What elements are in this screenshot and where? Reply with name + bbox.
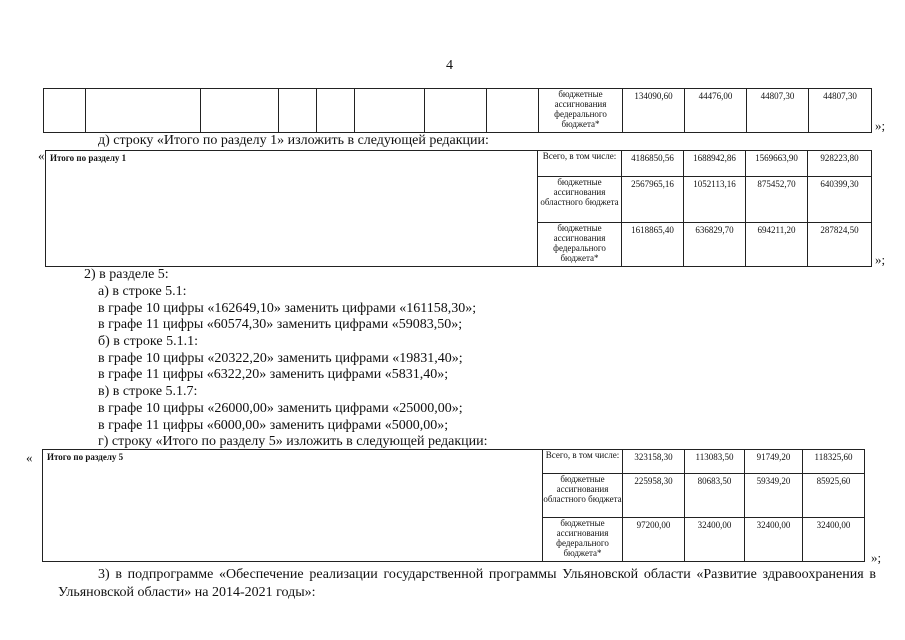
- row-label: бюджетные ассигнования областного бюджета: [538, 177, 622, 223]
- value-cell: 113083,50: [685, 450, 745, 474]
- empty-cell: [317, 89, 355, 133]
- empty-cell: [487, 89, 539, 133]
- final-paragraph: 3) в подпрограмме «Обеспечение реализации государственной программы Ульяновской области «Развитие здравоохранения в Ульяновской области» на 2014-2021 годы»:: [58, 567, 876, 600]
- instruction-line: в графе 11 цифры «6000,00» заменить цифрами «5000,00»;: [98, 418, 449, 433]
- instruction-line: б) в строке 5.1.1:: [98, 334, 198, 349]
- instruction-line: д) строку «Итого по разделу 1» изложить в следующей редакции:: [98, 133, 489, 148]
- row-label: Всего, в том числе:: [543, 450, 623, 474]
- instruction-line: а) в строке 5.1:: [98, 284, 187, 299]
- value-cell: 32400,00: [803, 518, 865, 562]
- empty-cell: [355, 89, 425, 133]
- value-cell: 4186850,56: [622, 151, 684, 177]
- value-cell: 1052113,16: [684, 177, 746, 223]
- instruction-line: в графе 10 цифры «162649,10» заменить цифрами «161158,30»;: [98, 301, 477, 316]
- empty-cell: [279, 89, 317, 133]
- value-cell: 32400,00: [745, 518, 803, 562]
- value-cell: 80683,50: [685, 474, 745, 518]
- value-cell: 636829,70: [684, 223, 746, 267]
- value-cell: 1688942,86: [684, 151, 746, 177]
- section-title: Итого по разделу 5: [43, 450, 543, 562]
- value-cell: 875452,70: [746, 177, 808, 223]
- row-label: бюджетные ассигнования федерального бюджета*: [543, 518, 623, 562]
- section5-table: [42, 449, 865, 562]
- value-cell: 97200,00: [623, 518, 685, 562]
- empty-cell: [44, 89, 86, 133]
- value-cell: 323158,30: [623, 450, 685, 474]
- top-table-row: [43, 88, 872, 133]
- instruction-line: в графе 11 цифры «6322,20» заменить цифрами «5831,40»;: [98, 367, 449, 382]
- value-cell: 928223,80: [808, 151, 872, 177]
- section-title: Итого по разделу 1: [46, 151, 538, 267]
- value-cell: 118325,60: [803, 450, 865, 474]
- value-cell: 1569663,90: [746, 151, 808, 177]
- value-cell: 640399,30: [808, 177, 872, 223]
- opening-quote: «: [26, 450, 33, 465]
- value-cell: 59349,20: [745, 474, 803, 518]
- value-cell: 44807,30: [809, 89, 872, 133]
- closing-quote: »;: [875, 252, 886, 267]
- closing-quote: »;: [875, 118, 886, 133]
- instruction-line: 2) в разделе 5:: [84, 267, 169, 282]
- row-label: бюджетные ассигнования федерального бюджета*: [538, 223, 622, 267]
- page-number: 4: [446, 58, 453, 73]
- empty-cell: [425, 89, 487, 133]
- row-label: бюджетные ассигнования федерального бюджета*: [539, 89, 623, 133]
- instruction-line: в графе 11 цифры «60574,30» заменить цифрами «59083,50»;: [98, 317, 463, 332]
- value-cell: 91749,20: [745, 450, 803, 474]
- opening-quote: «: [38, 148, 45, 163]
- value-cell: 134090,60: [623, 89, 685, 133]
- value-cell: 287824,50: [808, 223, 872, 267]
- empty-cell: [201, 89, 279, 133]
- value-cell: 225958,30: [623, 474, 685, 518]
- row-label: бюджетные ассигнования областного бюджета: [543, 474, 623, 518]
- value-cell: 44476,00: [685, 89, 747, 133]
- instruction-line: в) в строке 5.1.7:: [98, 384, 198, 399]
- instruction-line: в графе 10 цифры «26000,00» заменить цифрами «25000,00»;: [98, 401, 463, 416]
- closing-quote: »;: [871, 550, 882, 565]
- row-label: Всего, в том числе:: [538, 151, 622, 177]
- section1-table: [45, 150, 872, 267]
- instruction-line: г) строку «Итого по разделу 5» изложить в следующей редакции:: [98, 434, 488, 449]
- empty-cell: [86, 89, 201, 133]
- value-cell: 44807,30: [747, 89, 809, 133]
- value-cell: 1618865,40: [622, 223, 684, 267]
- instruction-line: в графе 10 цифры «20322,20» заменить цифрами «19831,40»;: [98, 351, 463, 366]
- value-cell: 2567965,16: [622, 177, 684, 223]
- value-cell: 694211,20: [746, 223, 808, 267]
- value-cell: 85925,60: [803, 474, 865, 518]
- value-cell: 32400,00: [685, 518, 745, 562]
